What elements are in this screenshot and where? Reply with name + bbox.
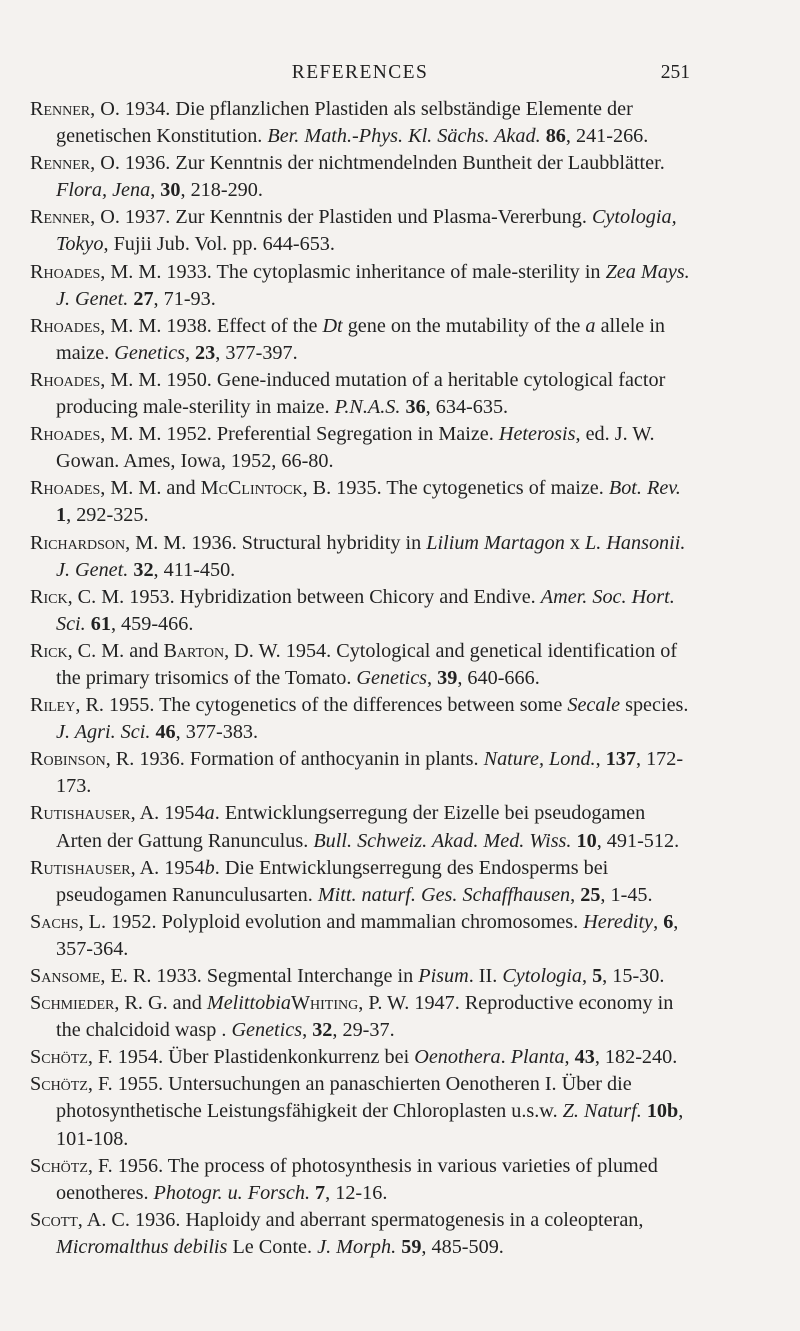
italic-term: Pisum (418, 965, 469, 987)
reference-entry (30, 1207, 690, 1261)
italic-term: Secale (567, 694, 621, 717)
volume-number: 86 (545, 125, 566, 148)
journal-name: Genetics (114, 341, 185, 364)
reference-text: , E. R. 1933. Segmental Interchange in (100, 965, 419, 987)
author-name: Schmieder (30, 992, 115, 1015)
volume-number: 6 (663, 910, 674, 933)
reference-text: , A. 1954 (130, 802, 205, 825)
page-range: , 485-509. (421, 1235, 504, 1258)
journal-name: Mitt. naturf. Ges. Schaffhausen (317, 883, 571, 906)
reference-text: x (564, 531, 585, 554)
italic-term: b (204, 856, 215, 879)
reference-entry (30, 475, 690, 529)
coauthor-name: Barton (163, 639, 225, 662)
reference-text: , M. M. 1936. Structural hybridity in (125, 531, 427, 554)
reference-text: , M. M. 1933. The cytoplasmic inheritance of male-sterility in (100, 260, 606, 283)
reference-text: , M. M. 1938. Effect of the (100, 314, 323, 337)
separator: , (581, 965, 593, 987)
reference-entry (30, 530, 690, 584)
reference-entry (30, 746, 690, 800)
journal-name: L. Hansonii. J. Genet. (56, 531, 686, 581)
author-name: Renner (30, 206, 91, 229)
reference-list (30, 96, 690, 1261)
reference-text: , O. 1936. Zur Kenntnis der nichtmendelnden Buntheit der Laubblätter. (90, 152, 665, 175)
reference-entry (30, 150, 690, 204)
reference-entry (30, 1071, 690, 1152)
journal-name: Amer. Soc. Hort. Sci. (56, 585, 675, 635)
reference-text: , R. G. and (114, 992, 207, 1015)
reference-entry (30, 855, 690, 909)
italic-term: Lilium Martagon (426, 531, 565, 554)
journal-name: Genetics (231, 1019, 303, 1042)
reference-entry (30, 1044, 690, 1071)
page-range: , 491-512. (596, 829, 680, 852)
page-range: , 411-450. (153, 558, 236, 581)
volume-number: 23 (195, 341, 216, 364)
reference-text: , F. 1956. The process of photosynthesis in various varieties of plumed oenotheres. (56, 1154, 658, 1204)
page-range: , 29-37. (332, 1019, 395, 1042)
journal-name: Cytologia (502, 965, 582, 987)
reference-text: , B. 1935. The cytogenetics of maize. (302, 477, 609, 500)
volume-number: 36 (405, 396, 426, 419)
journal-name: Flora, Jena (56, 179, 151, 202)
journal-name: P.N.A.S. (334, 396, 401, 419)
reference-entry (30, 421, 690, 475)
volume-number: 10b (646, 1100, 679, 1123)
separator: , (653, 910, 664, 933)
separator: , (302, 1019, 313, 1042)
reference-text: , F. 1954. Über Plastidenkonkurrenz bei (87, 1046, 415, 1069)
reference-text: , P. W. 1947. Reproductive economy in the chalcidoid wasp (56, 992, 674, 1042)
page-number: 251 (660, 62, 690, 83)
author-name: Rhoades (30, 423, 101, 446)
reference-text: , A. C. 1936. Haploidy and aberrant spermatogenesis in a coleopteran, (77, 1208, 644, 1231)
journal-name: Z. Naturf. (562, 1100, 642, 1123)
author-name: Richardson (30, 531, 126, 554)
reference-entry (30, 963, 690, 990)
reference-text: , O. 1934. Die pflanzlichen Plastiden als selbständige Elemente der genetischen Konstitution. (56, 98, 633, 148)
reference-entry (30, 692, 690, 746)
reference-text: . II. (468, 965, 503, 987)
page-range: , ed. J. W. Gowan. Ames, Iowa, 1952, 66-80. (56, 423, 655, 473)
volume-number: 25 (580, 883, 601, 906)
reference-text: , R. 1936. Formation of anthocyanin in plants. (105, 748, 484, 771)
page-range: , 218-290. (180, 179, 263, 202)
coauthor-name: McClintock (200, 477, 303, 500)
author-name: Rutishauser (30, 856, 131, 879)
journal-name: Photogr. u. Forsch. (153, 1181, 310, 1204)
journal-name: Planta (510, 1046, 565, 1069)
reference-text: , L. 1952. Polyploid evolution and mammalian chromosomes. (78, 910, 584, 933)
reference-text: species. (620, 694, 689, 717)
italic-term: Oenothera (414, 1046, 501, 1069)
author-name: Riley (30, 694, 76, 717)
volume-number: 61 (90, 612, 111, 635)
separator: , (184, 341, 196, 364)
reference-text: , A. 1954 (130, 856, 205, 879)
author-name: Schötz (30, 1046, 88, 1069)
reference-text: , M. M. and (100, 477, 201, 500)
reference-text: , O. 1937. Zur Kenntnis der Plastiden und Plasma-Vererbung. (90, 206, 592, 229)
reference-text: , C. M. and (67, 639, 164, 662)
separator: , (427, 666, 438, 689)
journal-name: Heterosis (498, 423, 576, 446)
journal-name: Ber. Math.-Phys. Kl. Sächs. Akad. (267, 125, 541, 148)
volume-number: 1 (56, 504, 67, 527)
page-range: , 182-240. (594, 1046, 678, 1069)
journal-name: Cytologia, Tokyo (56, 206, 677, 256)
page-range: , 357-364. (56, 910, 679, 960)
reference-text: . (221, 1019, 232, 1042)
volume-number: 39 (437, 666, 458, 689)
separator: , (564, 1046, 575, 1069)
volume-number: 32 (312, 1019, 333, 1042)
reference-entry (30, 1153, 690, 1207)
volume-number: 5 (592, 965, 603, 987)
reference-text: , M. M. 1950. Gene-induced mutation of a heritable cytological factor producing male-sterility in maize. (56, 368, 666, 419)
volume-number: 30 (160, 179, 181, 202)
author-name: Rhoades (30, 260, 101, 283)
page-range: , 241-266. (565, 125, 649, 148)
author-name: Sachs (30, 910, 79, 933)
reference-entry (30, 584, 690, 638)
reference-text: . Die Entwicklungserregung des Endosperms bei pseudogamen Ranunculusarten. (56, 856, 609, 906)
volume-number: 59 (401, 1235, 422, 1258)
page-range: , Fujii Jub. Vol. pp. 644-653. (103, 233, 335, 256)
reference-text: . (500, 1046, 511, 1069)
page-title: REFERENCES (291, 62, 429, 83)
reference-entry (30, 204, 690, 258)
author-name: Robinson (30, 748, 106, 771)
author-name: Schötz (30, 1073, 88, 1096)
coauthor-name: Whiting (290, 992, 359, 1015)
volume-number: 43 (574, 1046, 595, 1069)
volume-number: 32 (133, 558, 154, 581)
volume-number: 7 (315, 1181, 326, 1204)
reference-entry (30, 909, 690, 963)
italic-term: a (585, 314, 596, 337)
reference-entry (30, 259, 690, 313)
journal-name: J. Morph. (317, 1235, 397, 1258)
separator: , (150, 179, 161, 202)
journal-name: J. Agri. Sci. (56, 721, 151, 744)
page-range: , 1-45. (600, 883, 653, 906)
volume-number: 46 (155, 721, 176, 744)
journal-name: Bull. Schweiz. Akad. Med. Wiss. (313, 829, 572, 852)
separator: , (570, 883, 581, 906)
author-name: Rhoades (30, 477, 101, 500)
page-range: , 172-173. (56, 748, 684, 798)
journal-name: Zea Mays. J. Genet. (56, 260, 690, 310)
page-range: , 15-30. (602, 965, 665, 987)
reference-text: , R. 1955. The cytogenetics of the differences between some (75, 694, 568, 717)
journal-name: Bot. Rev. (608, 477, 681, 500)
italic-term: a (204, 802, 215, 825)
page-range: , 71-93. (153, 287, 216, 310)
page-range: , 101-108. (56, 1100, 684, 1150)
reference-text: , M. M. 1952. Preferential Segregation in Maize. (100, 423, 499, 446)
page-range: , 12-16. (325, 1181, 388, 1204)
italic-term: Micromalthus debilis (56, 1235, 228, 1258)
page-range: , 292-325. (66, 504, 149, 527)
journal-name: Heredity (583, 910, 654, 933)
author-name: Rhoades (30, 368, 101, 391)
reference-entry (30, 367, 690, 421)
page-range: , 377-383. (175, 721, 259, 744)
journal-name: Genetics (356, 666, 428, 689)
author-name: Renner (30, 152, 91, 175)
italic-term: Dt (322, 314, 343, 337)
author-name: Rick (30, 585, 68, 608)
reference-entry (30, 638, 690, 692)
author-name: Rhoades (30, 314, 101, 337)
author-name: Renner (30, 98, 91, 120)
reference-text: allele in maize. (56, 314, 666, 364)
journal-name: Nature, Lond. (483, 748, 596, 771)
volume-number: 10 (576, 829, 597, 852)
reference-entry (30, 313, 690, 367)
page-range: , 459-466. (110, 612, 194, 635)
reference-text: gene on the mutability of the (342, 314, 586, 337)
volume-number: 137 (605, 748, 636, 771)
author-name: Rutishauser (30, 802, 131, 825)
author-name: Scott (30, 1208, 78, 1231)
author-name: Rick (30, 639, 68, 662)
separator: , (595, 748, 606, 771)
running-header (30, 62, 690, 92)
reference-text: , D. W. 1954. Cytological and genetical identification of the primary trisomics of the Tomato. (56, 639, 678, 689)
author-name: Sansome (30, 965, 101, 987)
reference-text: , C. M. 1953. Hybridization between Chicory and Endive. (67, 585, 541, 608)
reference-text: Le Conte. (227, 1235, 318, 1258)
reference-entry (30, 96, 690, 150)
reference-text: . Entwicklungserregung der Eizelle bei pseudogamen Arten der Gattung Ranunculus. (56, 802, 646, 852)
page-range: , 640-666. (457, 666, 540, 689)
page-range: , 377-397. (215, 341, 298, 364)
italic-term: Melittobia (206, 992, 291, 1015)
volume-number: 27 (133, 287, 154, 310)
reference-text: , F. 1955. Untersuchungen an panaschierten Oenotheren I. Über die photosynthetische Leistungsfähigkeit der Chloroplasten u.s.w. (56, 1073, 632, 1123)
reference-entry (30, 800, 690, 854)
author-name: Schötz (30, 1154, 88, 1177)
reference-entry (30, 990, 690, 1044)
page-range: , 634-635. (425, 396, 509, 419)
